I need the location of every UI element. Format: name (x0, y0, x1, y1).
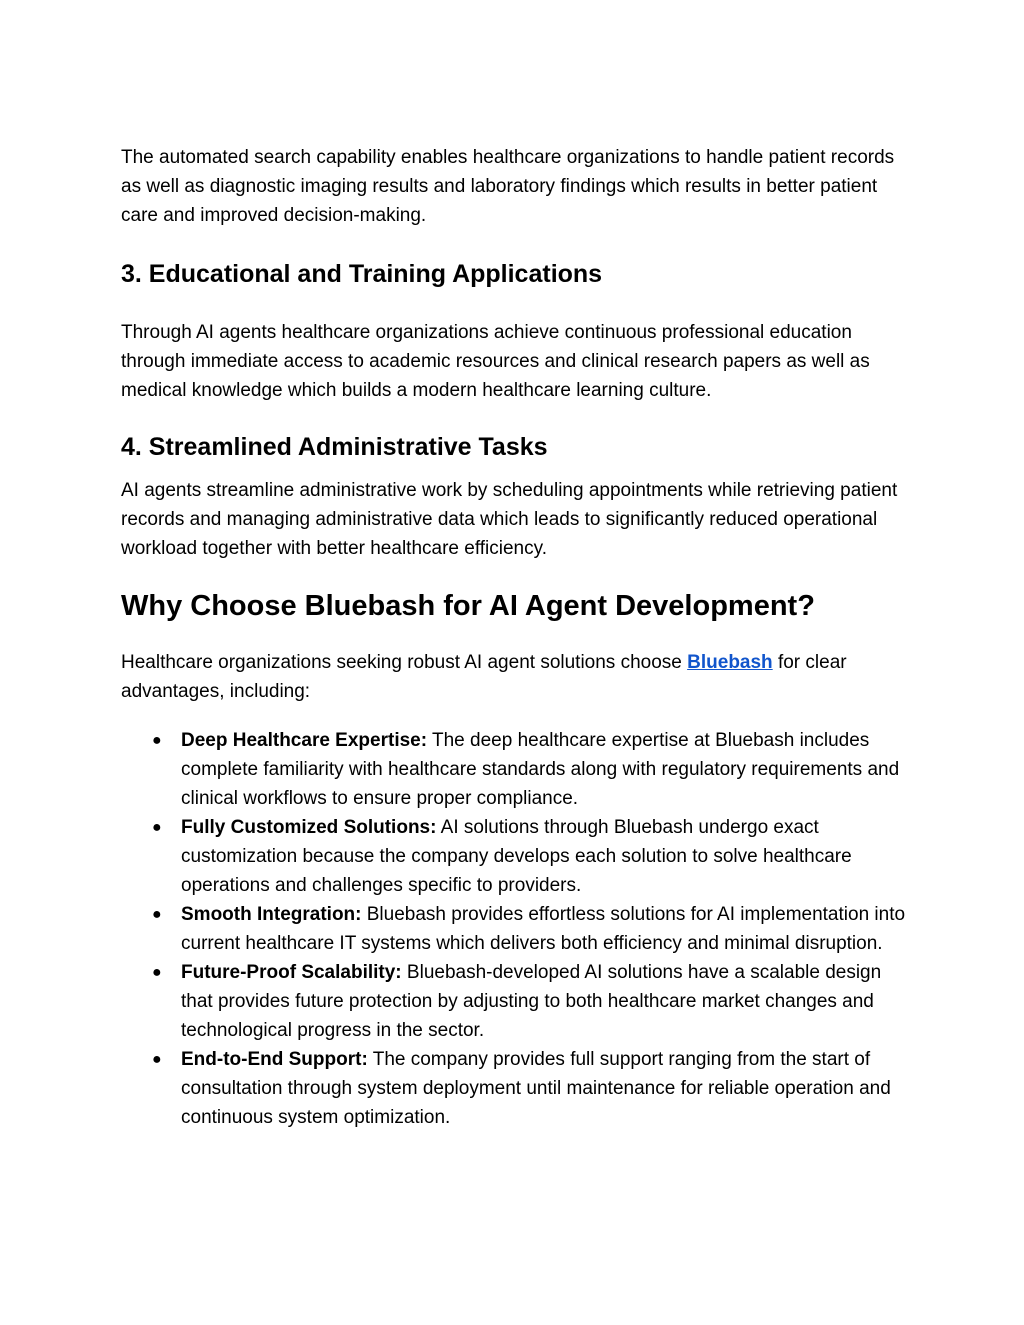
list-item (121, 900, 906, 958)
paragraph-educational-training: Through AI agents healthcare organizations achieve continuous professional education through immediate access to academic resources and clinical research papers as well as medical knowledge which builds a modern healthcare learning culture. (121, 322, 870, 401)
bullet-icon: ● (152, 906, 162, 923)
paragraph-why-intro (121, 648, 906, 706)
heading-administrative-tasks: 4. Streamlined Administrative Tasks (121, 433, 548, 461)
bullet-icon: ● (152, 819, 162, 836)
benefits-list (121, 726, 906, 1132)
benefit-term: Fully Customized Solutions: (181, 817, 437, 838)
list-item (121, 1045, 906, 1132)
benefit-term: Future-Proof Scalability: (181, 962, 402, 983)
benefit-text: The company provides full support ranging from the start of consultation through system deployment until maintenance for reliable operation and continuous system optimization. (181, 1049, 891, 1128)
heading-educational-training: 3. Educational and Training Applications (121, 260, 603, 288)
paragraph-administrative-tasks: AI agents streamline administrative work by scheduling appointments while retrieving patient records and managing administrative data which leads to significantly reduced operational workload together with better healthcare efficiency. (121, 480, 898, 559)
benefit-text: The deep healthcare expertise at Bluebash includes complete familiarity with healthcare standards along with regulatory requirements and clinical workflows to ensure proper compliance. (181, 730, 900, 809)
benefit-term: End-to-End Support: (181, 1049, 368, 1070)
bullet-icon: ● (152, 1051, 162, 1068)
list-item (121, 813, 906, 900)
benefit-text: Bluebash provides effortless solutions for AI implementation into current healthcare IT systems which delivers both efficiency and minimal disruption. (181, 904, 906, 954)
benefit-term: Deep Healthcare Expertise: (181, 730, 428, 751)
document-page (121, 143, 906, 1132)
heading-why-choose-bluebash: Why Choose Bluebash for AI Agent Development? (121, 590, 815, 622)
benefit-term: Smooth Integration: (181, 904, 362, 925)
bluebash-link[interactable]: Bluebash (687, 652, 773, 673)
benefit-text: Bluebash-developed AI solutions have a scalable design that provides future protection by adjusting to both healthcare market changes and technological progress in the sector. (181, 962, 882, 1041)
bullet-icon: ● (152, 964, 162, 981)
list-item (121, 958, 906, 1045)
why-intro-text-after: for clear advantages, including: (121, 652, 847, 702)
benefit-text: AI solutions through Bluebash undergo exact customization because the company develops each solution to solve healthcare operations and challenges specific to providers. (181, 817, 852, 896)
paragraph-search-capability: The automated search capability enables healthcare organizations to handle patient records as well as diagnostic imaging results and laboratory findings which results in better patient care and improved decision-making. (121, 147, 895, 226)
why-intro-text-before: Healthcare organizations seeking robust AI agent solutions choose (121, 652, 688, 673)
list-item (121, 726, 906, 813)
bullet-icon: ● (152, 732, 162, 749)
